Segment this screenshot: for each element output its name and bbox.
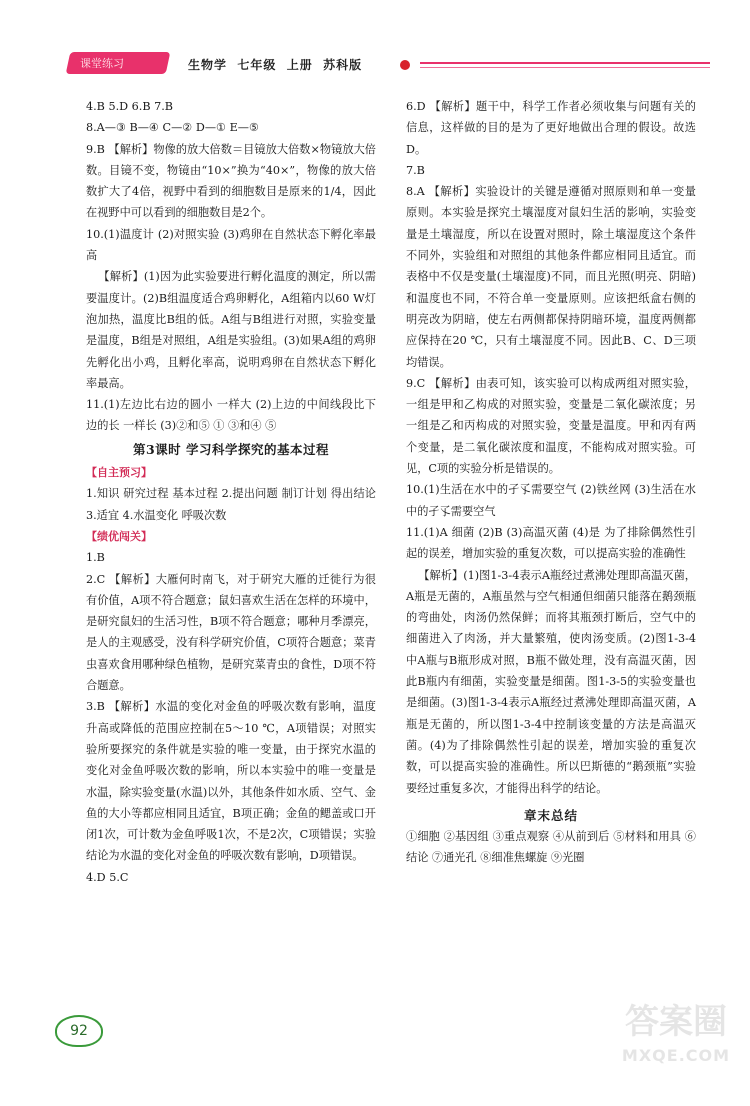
section-tag-challenge: 【绩优闯关】 (86, 529, 152, 543)
chapter-summary-title: 章末总结 (523, 807, 578, 823)
watermark-logo (616, 1000, 736, 1095)
header-rule-thin (420, 67, 710, 68)
header-tab-label: 课堂练习 (80, 57, 124, 70)
header-rule (420, 62, 710, 64)
answer-line: 4.D 5.C (86, 870, 129, 884)
analysis-paragraph: 【解析】(1)因为此实验要进行孵化温度的测定，所以需要温度计。(2)B组温度适合鸡卵孵化，A组箱内以60 W灯泡加热，温度比B组的低。A组与B组进行对照，实验变量是温度，B组是对照组，A组是实验组。(3)如果A组的鸡卵先孵化出小鸡，且孵化率高，说明鸡卵在自然状态下孵化率最高。 (86, 270, 376, 390)
left-column (86, 96, 376, 888)
answer-line: 7.B (406, 163, 425, 177)
answer-paragraph: 10.(1)温度计 (2)对照实验 (3)鸡卵在自然状态下孵化率最高 (86, 227, 376, 263)
answer-paragraph: 1.知识 研究过程 基本过程 2.提出问题 制订计划 得出结论 3.适宜 4.水温变化 呼吸次数 (86, 487, 376, 522)
answer-paragraph: 2.C 【解析】大雁何时南飞，对于研究大雁的迁徙行为很有价值，A项不符合题意；鼠妇喜欢生活在怎样的环境中，是研究鼠妇的生活习性，B项不符合题意；哪种月季漂亮，是人的主观感受，没有科学研究价值，C项符合题意；菜青虫喜欢食用哪种绿色植物，是研究菜青虫的食性，D项不符合题意。 (86, 572, 376, 693)
watermark-text: 答案圈 (625, 1002, 727, 1042)
answer-paragraph: 11.(1)左边比右边的圆小 一样大 (2)上边的中间线段比下边的长 一样长 (3)②和⑤ ① ③和④ ⑤ (86, 398, 376, 433)
book-title: 生物学 七年级 上册 苏科版 (188, 58, 363, 72)
right-column (406, 96, 696, 869)
watermark-url: MXQE.COM (621, 1046, 731, 1065)
answer-paragraph: 8.A 【解析】实验设计的关键是遵循对照原则和单一变量原则。本实验是探究土壤湿度对鼠妇生活的影响，实验变量是土壤湿度，所以在设置对照时，除土壤湿度这个条件不同外，实验组和对照组的其他条件都应相同且适宜。而表格中不仅是变量(土壤湿度)不同，而且光照(明亮、阴暗)和温度也不同，不符合单一变量原则。应该把纸盒右侧的明亮改为阴暗，使左右两侧都保持阴暗环境，温度两侧都应保持在20 ℃，只有土壤湿度不同。因此B、C、D三项均错误。 (406, 185, 696, 369)
answer-paragraph: 10.(1)生活在水中的孑孓需要空气 (2)铁丝网 (3)生活在水中的孑孓需要空气 (406, 483, 696, 518)
header-dot (400, 60, 410, 70)
answer-paragraph: 6.D 【解析】题干中，科学工作者必须收集与问题有关的信息，这样做的目的是为了更好地做出合理的假设。故选D。 (406, 100, 696, 156)
section-title: 第3课时 学习科学探究的基本过程 (132, 441, 330, 457)
answer-paragraph: ①细胞 ②基因组 ③重点观察 ④从前到后 ⑤材料和用具 ⑥结论 ⑦通光孔 ⑧细准焦螺旋 ⑨光圈 (406, 830, 696, 865)
analysis-paragraph: 【解析】(1)图1-3-4表示A瓶经过煮沸处理即高温灭菌，A瓶是无菌的，A瓶虽然与空气相通但细菌只能落在鹅颈瓶的弯曲处，肉汤仍然保鲜；而将其瓶颈打断后，空气中的细菌进入了肉汤，并大量繁殖，使肉汤变质。(2)图1-3-4中A瓶与B瓶形成对照，B瓶不做处理，没有高温灭菌，因此B瓶内有细菌，实验变量是细菌。图1-3-5的实验变量也是细菌。(3)图1-3-4表示A瓶经过煮沸处理即高温灭菌，A瓶是无菌的，所以图1-3-4中控制该变量的方法是高温灭菌。(4)为了排除偶然性引起的误差，增加实验的重复次数，可以提高实验的准确性。所以巴斯德的“鹅颈瓶”实验要经过重复多次，才能得出科学的结论。 (406, 568, 696, 795)
answer-line: 4.B 5.D 6.B 7.B (86, 100, 173, 113)
answer-paragraph: 9.B 【解析】物像的放大倍数＝目镜放大倍数×物镜放大倍数。目镜不变，物镜由“10×”换为“40×”，物像的放大倍数扩大了4倍，视野中看到的细胞数目是原来的1/4，因此在视野中可以看到的细胞数目是2个。 (86, 142, 376, 220)
answer-line: 1.B (86, 551, 105, 565)
answer-line: 8.A—③ B—④ C—② D—① E—⑤ (86, 121, 259, 135)
answer-paragraph: 11.(1)A 细菌 (2)B (3)高温灭菌 (4)是 为了排除偶然性引起的误差，增加实验的重复次数，可以提高实验的准确性 (406, 525, 696, 561)
page-header (60, 50, 710, 80)
page-number: 92 (55, 1015, 103, 1047)
answer-paragraph: 3.B 【解析】水温的变化对金鱼的呼吸次数有影响，温度升高或降低的范围应控制在5～10 ℃，A项错误；对照实验所要探究的条件就是实验的唯一变量，由于探究水温的变化对金鱼呼吸次数的影响，所以本实验中的唯一变量是水温，除实验变量(水温)以外，其他条件如水质、空气、金鱼的大小等都应相同且适宜，B项正确；金鱼的鳃盖或口开闭1次，可计数为金鱼呼吸1次，不是2次，C项错误；实验结论为水温的变化对金鱼的呼吸次数有影响，D项错误。 (86, 700, 376, 863)
section-tag-preview: 【自主预习】 (86, 466, 152, 480)
answer-paragraph: 9.C 【解析】由表可知，该实验可以构成两组对照实验，一组是甲和乙构成的对照实验，变量是二氧化碳浓度；另一组是乙和丙构成的对照实验，变量是温度。甲和丙有两个变量，是二氧化碳浓度和温度，不能构成对照实验。可见，C项的实验分析是错误的。 (406, 376, 696, 476)
